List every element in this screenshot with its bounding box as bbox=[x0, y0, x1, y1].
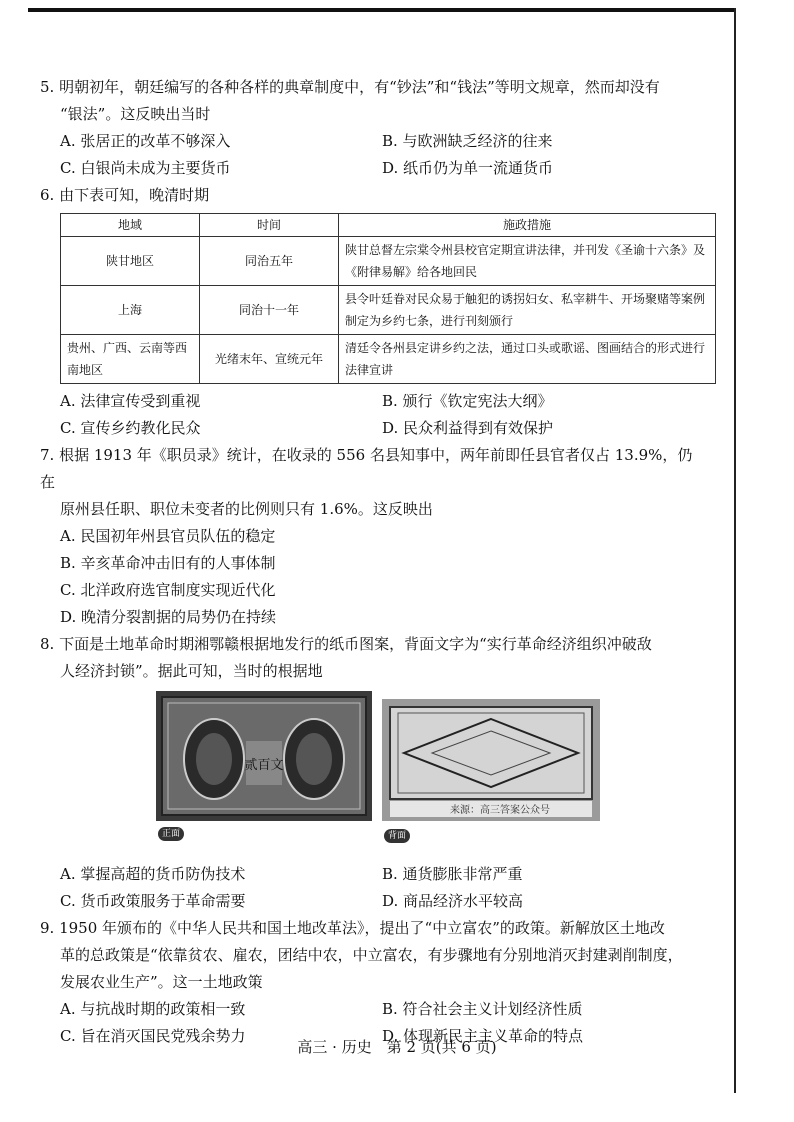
q8-stem-line1: 8. 下面是土地革命时期湘鄂赣根据地发行的纸币图案，背面文字为“实行革命经济组织冲破敌 bbox=[40, 635, 652, 653]
q8-option-a: A. 掌握高超的货币防伪技术 bbox=[60, 865, 246, 883]
table-cell: 光绪末年、宣统元年 bbox=[200, 335, 339, 384]
banknote-back-image bbox=[382, 699, 600, 821]
q6-stem: 6. 由下表可知，晚清时期 bbox=[40, 186, 210, 204]
q6-option-a: A. 法律宣传受到重视 bbox=[60, 392, 201, 410]
q8-stem-line2: 人经济封锁”。据此可知，当时的根据地 bbox=[60, 662, 323, 680]
table-cell: 贵州、广西、云南等西南地区 bbox=[61, 335, 200, 384]
q9-stem-line3: 发展农业生产”。这一土地政策 bbox=[60, 973, 263, 991]
q5-option-d: D. 纸币仍为单一流通货币 bbox=[382, 159, 554, 177]
q7-option-b: B. 辛亥革命冲击旧有的人事体制 bbox=[60, 554, 276, 572]
question-9 bbox=[40, 915, 700, 1050]
table-header-time: 时间 bbox=[200, 214, 339, 237]
q8-option-c: C. 货币政策服务于革命需要 bbox=[60, 892, 246, 910]
back-label: 背面 bbox=[384, 829, 410, 843]
q9-option-c: C. 旨在消灭国民党残余势力 bbox=[60, 1027, 246, 1045]
q8-option-d: D. 商品经济水平较高 bbox=[382, 892, 524, 910]
front-label: 正面 bbox=[158, 827, 184, 841]
table-cell: 同治五年 bbox=[200, 237, 339, 286]
q7-option-d: D. 晚清分裂割据的局势仍在持续 bbox=[60, 608, 277, 626]
table-header-region: 地域 bbox=[61, 214, 200, 237]
q9-stem-line1: 9. 1950 年颁布的《中华人民共和国土地改革法》，提出了“中立富农”的政策。新解放区土地改 bbox=[40, 919, 665, 937]
top-border bbox=[28, 8, 736, 12]
banknote-front-text: 贰百文 bbox=[244, 758, 284, 773]
q5-option-c: C. 白银尚未成为主要货币 bbox=[60, 159, 231, 177]
q6-option-d: D. 民众利益得到有效保护 bbox=[382, 419, 554, 437]
table-header-measures: 施政措施 bbox=[339, 214, 716, 237]
q5-option-a: A. 张居正的改革不够深入 bbox=[60, 132, 231, 150]
q7-option-a: A. 民国初年州县官员队伍的稳定 bbox=[60, 527, 276, 545]
q5-stem-line2: “银法”。这反映出当时 bbox=[60, 105, 211, 123]
question-7 bbox=[40, 442, 700, 631]
q9-stem-line2: 革的总政策是“依靠贫农、雇农，团结中农，中立富农，有步骤地有分别地消灭封建剥削制度， bbox=[60, 946, 683, 964]
q9-option-d: D. 体现新民主主义革命的特点 bbox=[382, 1027, 584, 1045]
table-cell: 陕甘地区 bbox=[61, 237, 200, 286]
banknote-front-image bbox=[156, 691, 372, 821]
q6-table bbox=[60, 213, 716, 384]
question-8 bbox=[40, 631, 700, 915]
page-footer: 高三 · 历史 第 2 页(共 6 页) bbox=[297, 1038, 497, 1056]
table-cell: 县令叶廷眷对民众易于触犯的诱拐妇女、私宰耕牛、开场聚赌等案例制定为乡约七条，进行刊刻颁行 bbox=[339, 286, 716, 335]
q9-option-b: B. 符合社会主义计划经济性质 bbox=[382, 1000, 583, 1018]
q7-stem-line1: 7. 根据 1913 年《职员录》统计，在收录的 556 名县知事中，两年前即任县官者仅占 13.9%，仍在 bbox=[40, 446, 693, 491]
q7-stem-line2: 原州县任职、职位未变者的比例则只有 1.6%。这反映出 bbox=[60, 500, 433, 518]
question-page bbox=[40, 74, 706, 1050]
q6-option-b: B. 颁行《钦定宪法大纲》 bbox=[382, 392, 553, 410]
q9-option-a: A. 与抗战时期的政策相一致 bbox=[60, 1000, 246, 1018]
question-6 bbox=[40, 182, 706, 442]
q5-stem-line1: 5. 明朝初年，朝廷编写的各种各样的典章制度中，有“钞法”和“钱法”等明文规章，然而却没有 bbox=[40, 78, 660, 96]
table-row bbox=[61, 286, 716, 335]
table-cell: 陕甘总督左宗棠令州县校官定期宣讲法律，并刊发《圣谕十六条》及《附律易解》给各地回民 bbox=[339, 237, 716, 286]
right-border bbox=[734, 8, 736, 1093]
table-cell: 清廷令各州县定讲乡约之法，通过口头或歌谣、图画结合的形式进行法律宣讲 bbox=[339, 335, 716, 384]
table-row bbox=[61, 335, 716, 384]
q5-option-b: B. 与欧洲缺乏经济的往来 bbox=[382, 132, 553, 150]
q8-option-b: B. 通货膨胀非常严重 bbox=[382, 865, 523, 883]
q6-option-c: C. 宣传乡约教化民众 bbox=[60, 419, 201, 437]
banknote-figures bbox=[60, 691, 700, 861]
q7-option-c: C. 北洋政府选官制度实现近代化 bbox=[60, 581, 276, 599]
table-cell: 上海 bbox=[61, 286, 200, 335]
source-note: 来源：高三答案公众号 bbox=[450, 805, 550, 816]
question-5 bbox=[40, 74, 700, 182]
table-row bbox=[61, 237, 716, 286]
table-cell: 同治十一年 bbox=[200, 286, 339, 335]
